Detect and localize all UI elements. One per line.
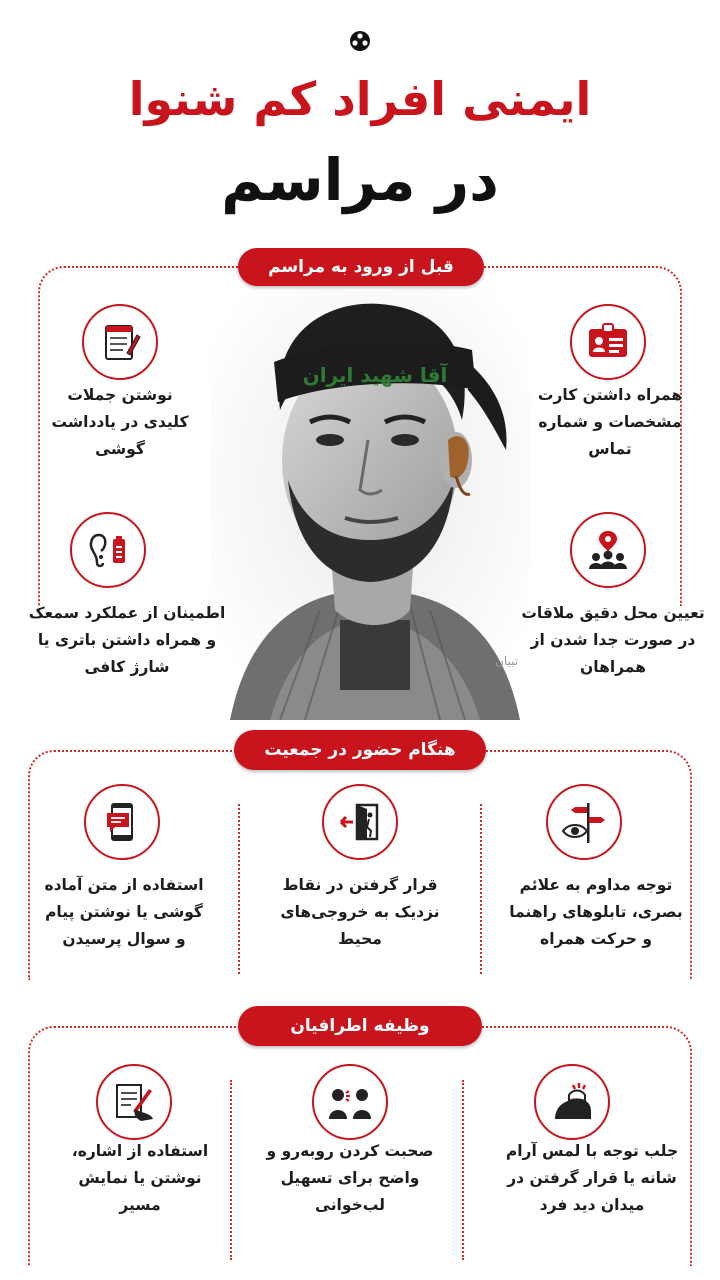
face-to-face-talk-icon-badge bbox=[312, 1064, 388, 1140]
notepad-pen-icon bbox=[97, 319, 143, 365]
shoulder-tap-icon bbox=[549, 1079, 595, 1125]
section-2-item-1-text: توجه مداوم به علائم بصری، تابلوهای راهنما و حرکت همراه bbox=[509, 876, 683, 948]
hearing-aid-battery-icon-badge bbox=[70, 512, 146, 588]
section-3-divider bbox=[462, 1080, 464, 1260]
section-2-divider bbox=[480, 804, 482, 974]
exit-door-icon bbox=[337, 799, 383, 845]
watermark-text: تبیان bbox=[495, 654, 519, 668]
id-card-icon-badge bbox=[570, 304, 646, 380]
brand-logo-icon bbox=[349, 30, 371, 52]
man-portrait-illustration bbox=[210, 290, 530, 720]
meeting-location-icon-badge bbox=[570, 512, 646, 588]
meeting-location-icon bbox=[585, 527, 631, 573]
section-1-title: قبل از ورود به مراسم bbox=[238, 248, 484, 286]
section-1-item-1-text: همراه داشتن کارت مشخصات و شماره تماس bbox=[537, 386, 683, 458]
eye-signpost-icon-badge bbox=[546, 784, 622, 860]
section-3-divider bbox=[230, 1080, 232, 1260]
section-3-title: وظیفه اطرافیان bbox=[238, 1006, 482, 1046]
section-3-item-2-text: صحبت کردن روبه‌رو و واضح برای تسهیل لب‌خوانی bbox=[266, 1142, 434, 1214]
hearing-aid-battery-icon bbox=[85, 527, 131, 573]
face-to-face-talk-icon bbox=[327, 1079, 373, 1125]
section-1-item-2-text: نوشتن جملات کلیدی در یادداشت گوشی bbox=[51, 386, 189, 458]
writing-hand-icon-badge bbox=[96, 1064, 172, 1140]
headband-text: آقا شهید ایران bbox=[302, 363, 448, 387]
shoulder-tap-icon-badge bbox=[534, 1064, 610, 1140]
section-1-item-3-text: تعیین محل دقیق ملاقات در صورت جدا شدن از همراهان bbox=[521, 604, 705, 676]
section-2-title: هنگام حضور در جمعیت bbox=[234, 730, 486, 770]
eye-signpost-icon bbox=[561, 799, 607, 845]
phone-message-icon-badge bbox=[84, 784, 160, 860]
page-title: ایمنی افراد کم شنوا bbox=[128, 72, 592, 126]
section-3-item-1-text: جلب توجه با لمس آرام شانه یا قرار گرفتن در میدان دید فرد bbox=[505, 1142, 679, 1214]
exit-door-icon-badge bbox=[322, 784, 398, 860]
page-subtitle: در مراسم bbox=[221, 146, 499, 214]
section-2-item-2-text: قرار گرفتن در نقاط نزدیک به خروجی‌های محیط bbox=[280, 876, 440, 948]
section-2-divider bbox=[238, 804, 240, 974]
section-2-item-3-text: استفاده از متن آماده گوشی یا نوشتن پیام و سوال پرسیدن bbox=[44, 876, 204, 948]
notepad-pen-icon-badge bbox=[82, 304, 158, 380]
section-1-item-4-text: اطمینان از عملکرد سمعک و همراه داشتن باتری یا شارژ کافی bbox=[28, 604, 226, 676]
section-3-item-3-text: استفاده از اشاره، نوشتن یا نمایش مسیر bbox=[71, 1142, 209, 1214]
writing-hand-icon bbox=[111, 1079, 157, 1125]
phone-message-icon bbox=[99, 799, 145, 845]
id-card-icon bbox=[585, 319, 631, 365]
